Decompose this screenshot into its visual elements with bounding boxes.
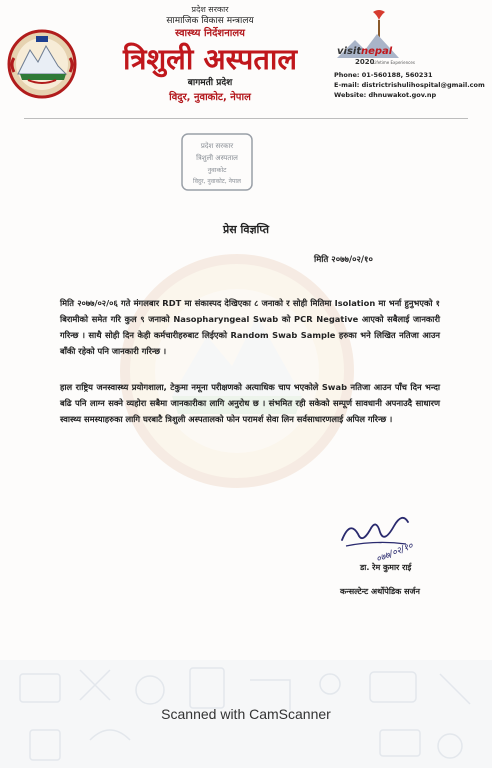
- directorate-line: स्वास्थ्य निर्देशनालय: [175, 28, 245, 39]
- stamp-line-3: नुवाकोट: [207, 166, 227, 174]
- stamp-line-1: प्रदेश सरकार: [200, 142, 234, 150]
- signer-title: कन्सल्टेन्ट अर्थोपेडिक सर्जन: [340, 587, 420, 596]
- signature-date: ०७७/०२/१०: [374, 541, 415, 566]
- visit-word: visit: [337, 46, 362, 57]
- office-stamp: [178, 130, 256, 194]
- notice-date: मिति २०७७/०२/१०: [314, 255, 373, 265]
- email-text: E-mail: districtrishulihospital@gmail.com: [334, 81, 485, 89]
- stamp-line-4: विदुर, नुवाकोट, नेपाल: [193, 178, 241, 185]
- scanner-watermark-text: Scanned with CamScanner: [161, 706, 331, 722]
- notice-paragraph-1: मिति २०७७/०२/०६ गते मंगलबार RDT मा संकास्पद देखिएका ८ जनाको र सोही मितिमा Isolation मा भर्ना हुनुभएको १ बिरामीको समेत गरि कुल ९ जनाको Nasopharyngeal Swab को PCR Negative आएको सबैलाई जानकारी गरिन्छ । साथै सोही दिन केही कर्मचारीहरुबाट लिईएको Random Swab Sample हरुका भने लिखित नतिजा आउन बाँकी रहेको पनि जानकारी गरिन्छ ।: [60, 298, 440, 356]
- nepal-emblem-icon: [6, 28, 78, 100]
- letterhead-center: [84, 4, 336, 105]
- watermark-emblem: [112, 246, 362, 496]
- visit-year: 2020: [355, 58, 375, 66]
- hospital-name: त्रिशुली अस्पताल: [122, 42, 298, 76]
- handwritten-signature: [336, 500, 436, 566]
- address-line: विदुर, नुवाकोट, नेपाल: [169, 92, 251, 103]
- stamp-line-2: त्रिशुली अस्पताल: [196, 154, 238, 162]
- visit-nepal-logo: [333, 6, 415, 70]
- ministry-line: सामाजिक विकास मन्त्रालय: [166, 16, 254, 26]
- header-divider: [24, 118, 468, 119]
- govt-line: प्रदेश सरकार: [191, 5, 229, 14]
- contact-block: [334, 70, 490, 100]
- signer-name: डा. रेम कुमार राई: [360, 563, 412, 572]
- notice-title: प्रेस विज्ञप्ति: [222, 223, 270, 236]
- letterhead: [0, 0, 492, 122]
- phone-text: Phone: 01-560188, 560231: [334, 71, 433, 79]
- province-line: बागमती प्रदेश: [187, 78, 233, 88]
- website-text: Website: dhnuwakot.gov.np: [334, 91, 437, 99]
- visit-tagline: Lifetime Experiences: [373, 60, 415, 65]
- notice-paragraph-2: हाल राष्ट्रिय जनस्वास्थ्य प्रयोगशाला, टेकुमा नमूना परीक्षणको अत्याधिक चाप भएकोले Swab नतिजा आउन पाँच दिन भन्दा बढि पनि लाग्न सक्ने व्यहोरा सबैमा जानकारीका लागि अनुरोध छ । संभमित रही सकेको सम्पूर्ण सावधानी अपनाउदै साधारण स्वास्थ्य समस्याहरुका लागि घरबाटै त्रिशुली अस्पतालको फोन परामर्श सेवा लिन सर्वसाधारणलाई अपिल गरिन्छ ।: [60, 382, 440, 424]
- nepal-word: nepal: [361, 46, 393, 57]
